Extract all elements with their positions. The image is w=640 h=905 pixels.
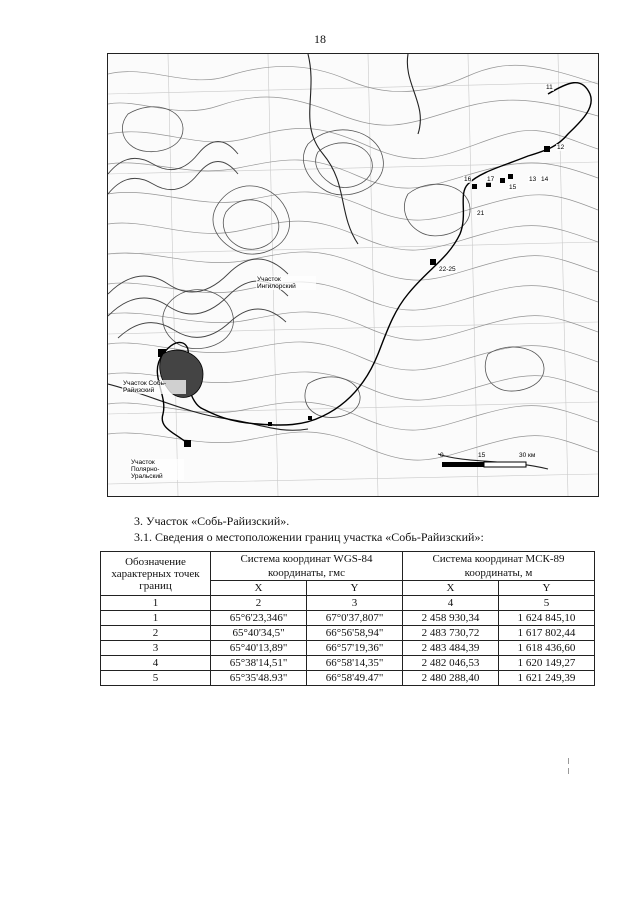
header-wgs84: Система координат WGS-84 <box>211 552 403 567</box>
map-point-label-13: 13 <box>529 176 537 183</box>
map-point-label-17: 17 <box>487 176 495 183</box>
map-boundary-route <box>157 83 591 444</box>
header-msk89-units: координаты, м <box>403 566 595 581</box>
map-point-label-15: 15 <box>509 184 517 191</box>
map-point-label-11: 11 <box>546 84 553 91</box>
table-header-row <box>101 552 595 567</box>
table-row <box>101 671 595 686</box>
cell-wgs-x: 65°38'14,51" <box>211 656 307 671</box>
cell-wgs-y: 67°0'37,807" <box>307 611 403 626</box>
map-label-area-sob: Участок Собь-Райизский <box>122 380 186 394</box>
cell-msk-y: 1 618 436,60 <box>499 641 595 656</box>
table-row <box>101 626 595 641</box>
map-point-label-12: 12 <box>557 144 565 151</box>
table-row <box>101 611 595 626</box>
cell-wgs-x: 65°35'48.93" <box>211 671 307 686</box>
cell-msk-y: 1 621 249,39 <box>499 671 595 686</box>
column-number: 5 <box>499 596 595 611</box>
cell-msk-y: 1 620 149,27 <box>499 656 595 671</box>
map-scale-label-15: 15 <box>478 452 486 459</box>
section-subtitle: 3.1. Сведения о местоположении границ участка «Собь-Райизский»: <box>134 530 484 544</box>
header-wgs-x: X <box>211 581 307 596</box>
column-number: 1 <box>101 596 211 611</box>
map-point-label-14: 14 <box>541 176 549 183</box>
header-msk-x: X <box>403 581 499 596</box>
cell-msk-x: 2 458 930,34 <box>403 611 499 626</box>
scan-artifact <box>568 758 569 764</box>
table-row <box>101 641 595 656</box>
cell-wgs-y: 66°56'58,94" <box>307 626 403 641</box>
cell-wgs-y: 66°58'49.47" <box>307 671 403 686</box>
column-number: 2 <box>211 596 307 611</box>
map-scale-label-30: 30 км <box>519 452 536 459</box>
map-point-label-16: 16 <box>464 176 472 183</box>
header-point-designation: Обозначение характерных точек границ <box>101 552 211 596</box>
header-msk-y: Y <box>499 581 595 596</box>
cell-wgs-y: 66°58'14,35" <box>307 656 403 671</box>
map-label-area-polar: Участок Полярно-Уральский <box>130 459 184 480</box>
scan-artifact <box>568 768 569 774</box>
map-scale-label-0: 0 <box>440 452 444 459</box>
cell-point: 3 <box>101 641 211 656</box>
map-scale-bar <box>442 462 526 467</box>
cell-msk-y: 1 617 802,44 <box>499 626 595 641</box>
cell-point: 1 <box>101 611 211 626</box>
header-wgs84-units: координаты, гмс <box>211 566 403 581</box>
cell-msk-x: 2 483 730,72 <box>403 626 499 641</box>
cell-msk-x: 2 482 046,53 <box>403 656 499 671</box>
cell-msk-x: 2 480 288,40 <box>403 671 499 686</box>
column-number: 4 <box>403 596 499 611</box>
header-wgs-y: Y <box>307 581 403 596</box>
map-label-area-ingilor: Участок Ингилорский <box>256 276 316 290</box>
table-column-numbers-row <box>101 596 595 611</box>
cell-msk-y: 1 624 845,10 <box>499 611 595 626</box>
cell-point: 2 <box>101 626 211 641</box>
header-msk89: Система координат МСК-89 <box>403 552 595 567</box>
map-graphic <box>108 54 598 496</box>
cell-wgs-y: 66°57'19,36" <box>307 641 403 656</box>
page-number: 18 <box>314 32 326 46</box>
map-point-label-21: 21 <box>477 210 485 217</box>
map-point-label-22-25: 22-25 <box>439 266 456 273</box>
cell-wgs-x: 65°40'13,89" <box>211 641 307 656</box>
section-title: 3. Участок «Собь-Райизский». <box>134 514 290 528</box>
topographic-map <box>107 53 599 497</box>
cell-wgs-x: 65°40'34,5" <box>211 626 307 641</box>
cell-point: 5 <box>101 671 211 686</box>
table-row <box>101 656 595 671</box>
cell-wgs-x: 65°6'23,346" <box>211 611 307 626</box>
cell-point: 4 <box>101 656 211 671</box>
column-number: 3 <box>307 596 403 611</box>
cell-msk-x: 2 483 484,39 <box>403 641 499 656</box>
coordinates-table <box>100 551 595 686</box>
